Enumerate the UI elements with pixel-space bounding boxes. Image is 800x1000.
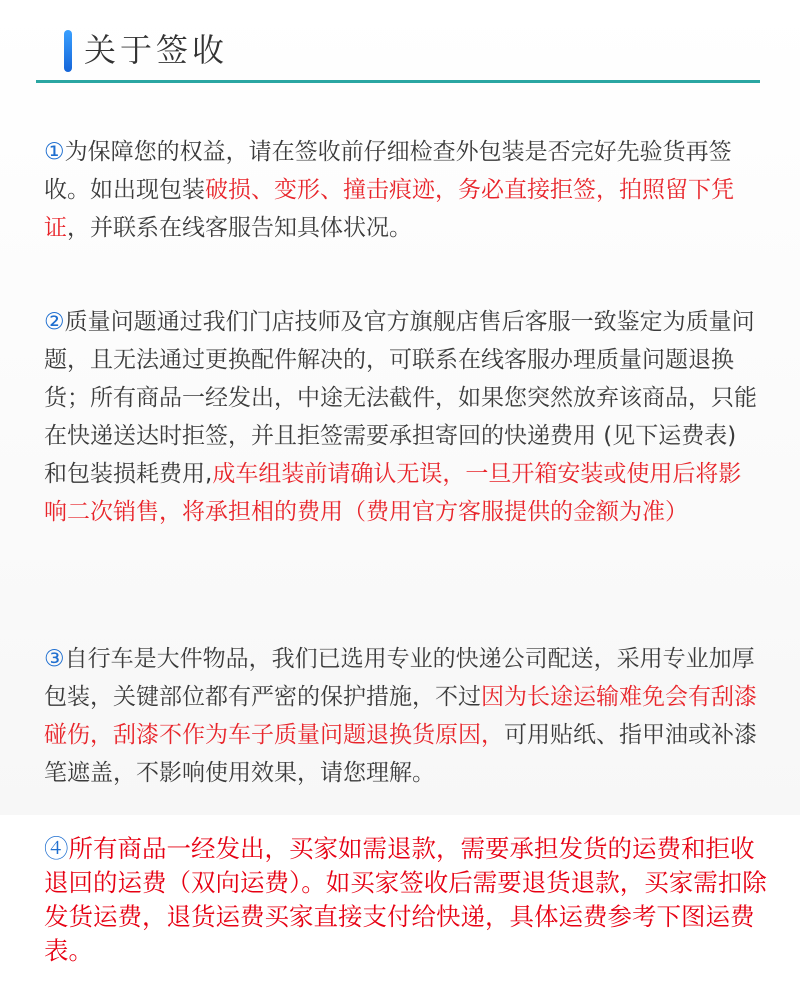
paragraph-text: 质量问题通过我们门店技师及官方旗舰店售后客服一致鉴定为质量问题，且无法通过更换配件解决的，可联系在线客服办理质量问题退换货；所有商品一经发出，中途无法截件，如果您突然放弃该商品，只能在快递送达时拒签，并且拒签需要承担寄回的快递费用 (见下运费表) 和包装损耗费用, (44, 309, 757, 487)
paragraph-highlight: 因为长途运输难免会有刮漆碰伤，刮漆不作为车子质量问题退换货原因， (44, 684, 757, 748)
header-divider (36, 80, 760, 83)
paragraph-highlight: 成车组装前请确认无误，一旦开箱安装或使用后将影响二次销售，将承担相的费用（费用官方客服提供的金额为准） (44, 461, 742, 525)
section-header (36, 24, 760, 84)
refund-notice (44, 832, 774, 968)
quality-paragraph-2 (44, 303, 764, 531)
header-accent-bar (64, 30, 72, 72)
paragraph-text: 为保障您的权益，请在签收前仔细检查外包装是否完好先验货再签收。如出现包装 (44, 139, 732, 203)
paragraph-text: 自行车是大件物品，我们已选用专业的快递公司配送，采用专业加厚包装，关键部位都有严密的保护措施，不过 (44, 646, 755, 710)
shipping-paragraph-3 (44, 640, 764, 792)
paragraph-highlight: 破损、变形、撞击痕迹，务必直接拒签，拍照留下凭证 (44, 177, 734, 241)
paragraph-number: ① (44, 139, 65, 165)
paragraph-number: ② (44, 309, 65, 335)
signing-paragraph-1 (44, 133, 764, 247)
paragraph-number: ③ (44, 646, 65, 672)
paragraph-text: ，并联系在线客服告知具体状况。 (67, 215, 412, 241)
page-title: 关于签收 (84, 31, 229, 69)
notice-number: ④ (44, 834, 69, 863)
paragraph-text: 可用贴纸、指甲油或补漆笔遮盖，不影响使用效果，请您理解。 (44, 722, 757, 786)
notice-text: 所有商品一经发出，买家如需退款，需要承担发货的运费和拒收退回的运费（双向运费）。如买家签收后需要退货退款，买家需扣除发货运费，退货运费买家直接支付给快递，具体运费参考下图运费表。 (44, 834, 767, 965)
